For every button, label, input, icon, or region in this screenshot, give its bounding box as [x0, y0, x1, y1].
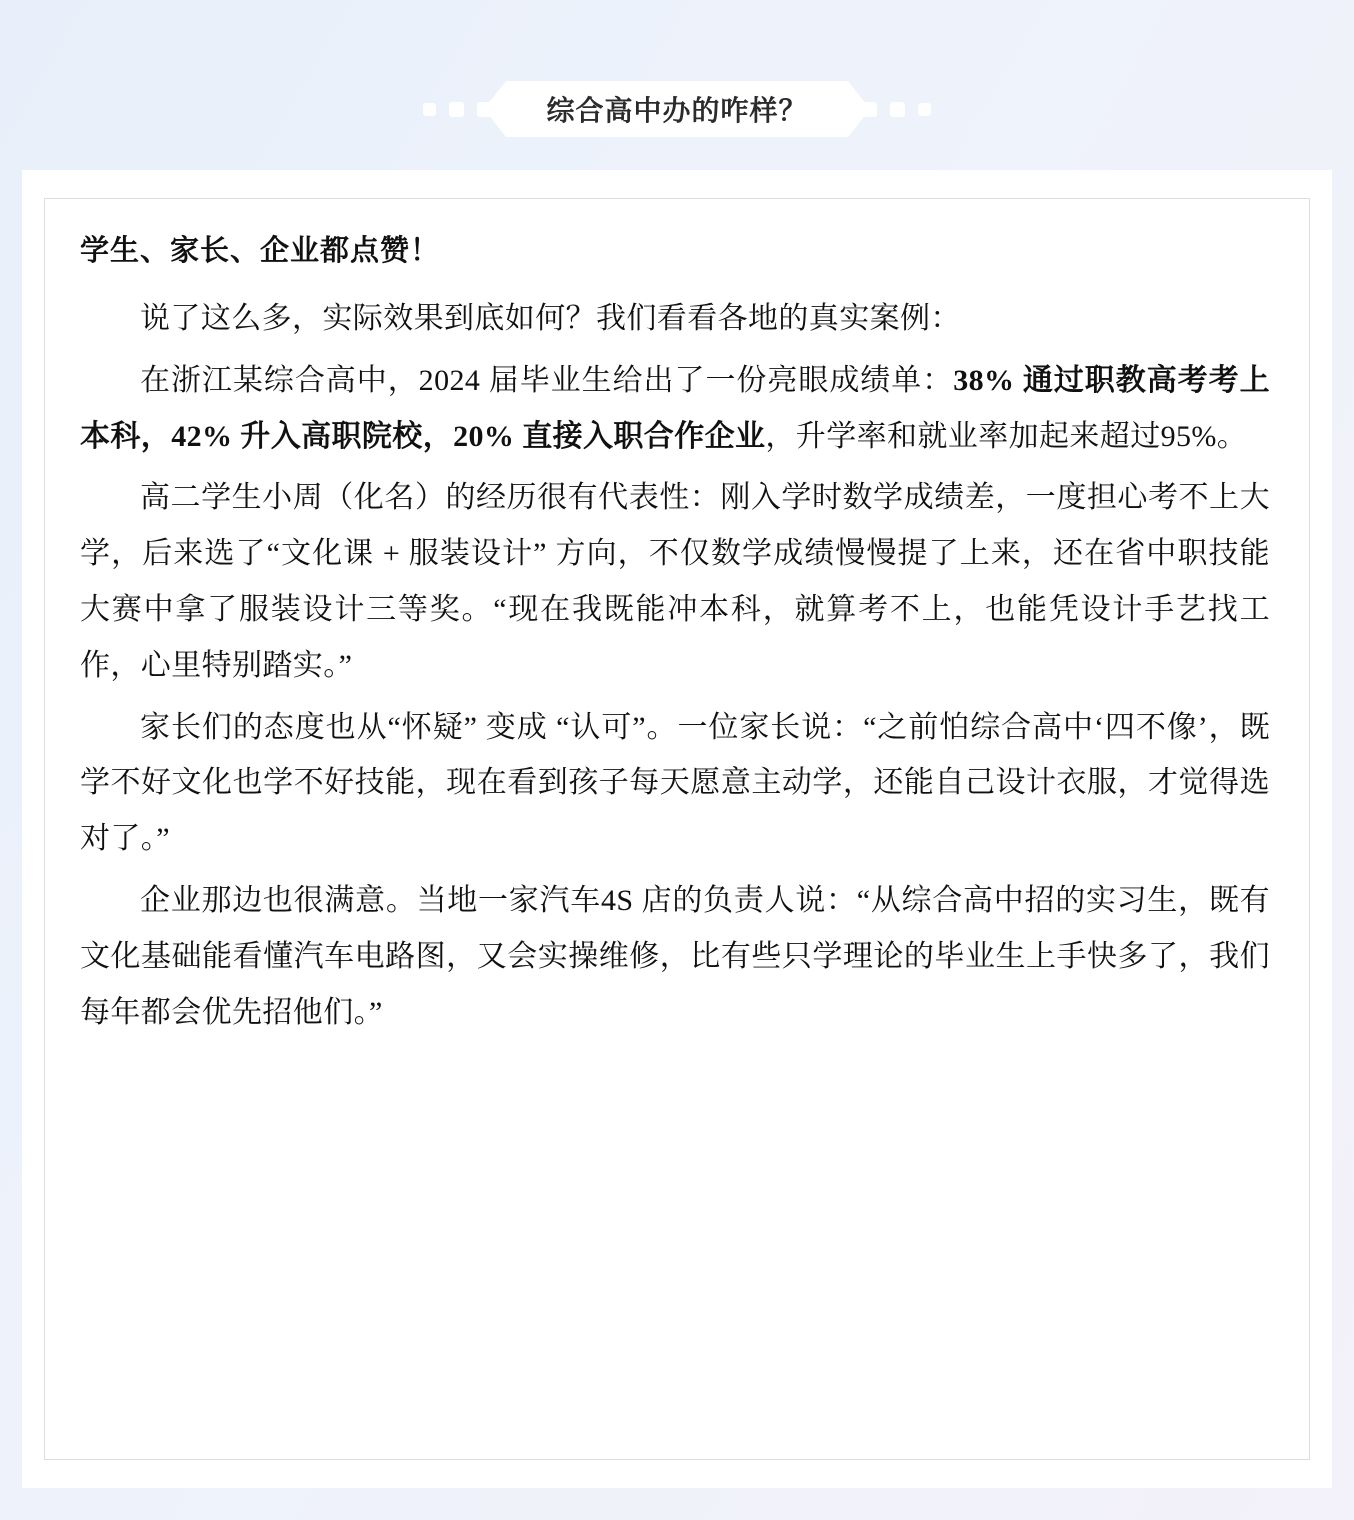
decorative-dots-left — [423, 102, 492, 117]
paragraph-p2 — [80, 353, 1270, 465]
paragraph-list — [80, 291, 1270, 1040]
square-dot-icon — [890, 102, 905, 117]
body-text: 高二学生小周（化名）的经历很有代表性：刚入学时数学成绩差，一度担心考不上大学，后来选了“文化课 + 服装设计” 方向，不仅数学成绩慢慢提了上来，还在省中职技能大赛中拿了服装设计三等奖。“现在我既能冲本科，就算考不上，也能凭设计手艺找工作，心里特别踏实。” — [80, 481, 1270, 682]
body-text: 说了这么多，实际效果到底如何？我们看看各地的真实案例： — [140, 302, 961, 335]
header-banner — [0, 78, 1354, 140]
page-title: 综合高中办的咋样？ — [546, 95, 808, 126]
article-body — [80, 228, 1270, 1046]
decorative-dots-right — [862, 102, 931, 117]
body-text: 企业那边也很满意。当地一家汽车4S 店的负责人说：“从综合高中招的实习生，既有文化基础能看懂汽车电路图，又会实操维修，比有些只学理论的毕业生上手快多了，我们每年都会优先招他们。” — [80, 883, 1270, 1029]
banner-ribbon — [506, 81, 847, 137]
square-dot-icon — [423, 103, 436, 116]
paragraph-p3 — [80, 470, 1270, 693]
content-card — [22, 170, 1332, 1488]
square-dot-icon — [449, 102, 464, 117]
paragraph-p1 — [80, 291, 1270, 347]
highlight-text: 38% 通过职教高考考上本科，42% 升入高职院校，20% 直接入职合作企业 — [80, 363, 1270, 453]
body-text: 在浙江某综合高中，2024 届毕业生给出了一份亮眼成绩单： — [140, 363, 954, 397]
paragraph-p4 — [80, 700, 1270, 867]
body-text: ，升学率和就业率加起来超过95%。 — [765, 419, 1248, 453]
section-heading: 学生、家长、企业都点赞！ — [80, 235, 441, 267]
square-dot-icon — [918, 103, 931, 116]
body-text: 家长们的态度也从“怀疑” 变成 “认可”。一位家长说：“之前怕综合高中‘四不像’，既学不好文化也学不好技能，现在看到孩子每天愿意主动学，还能自己设计衣服，才觉得选对了。” — [80, 710, 1270, 856]
paragraph-p5 — [80, 873, 1270, 1040]
